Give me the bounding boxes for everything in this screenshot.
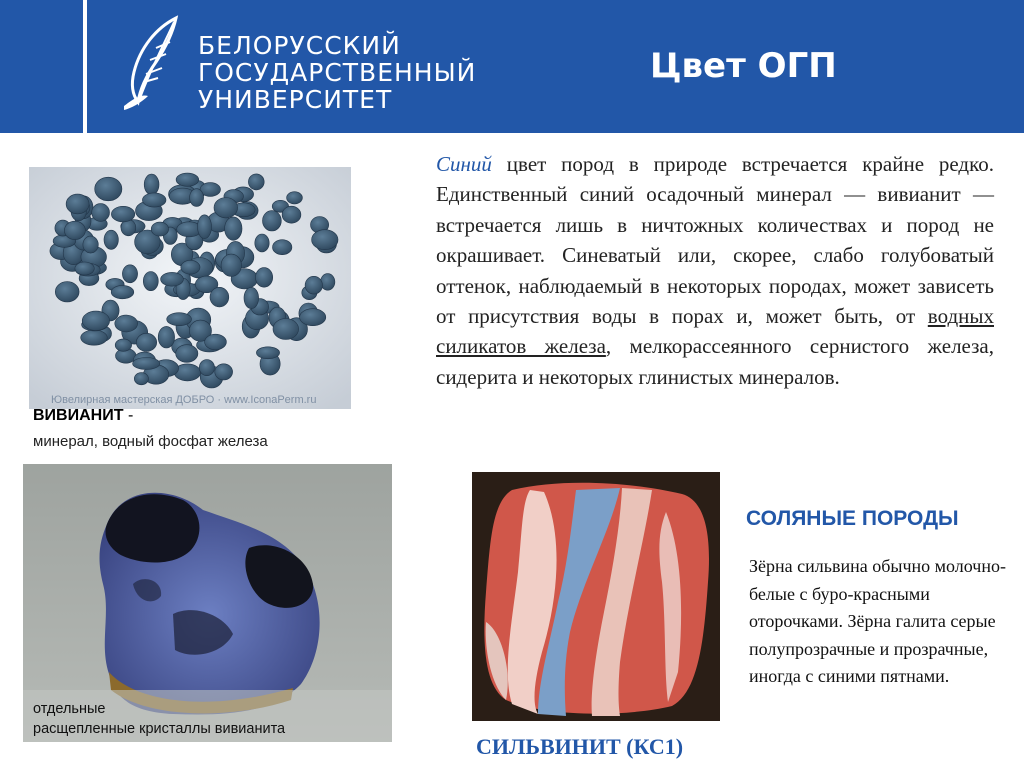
vivianite-caption-title [33,407,133,425]
pebble [287,192,303,204]
vivianite-title-dash: - [123,407,134,424]
crystals-caption-line-2: расщепленные кристаллы вивианита [33,721,286,737]
university-line-1: БЕЛОРУССКИЙ [198,31,401,60]
pebble [263,211,282,231]
vivianite-caption-text: минерал, водный фосфат железа [33,433,268,450]
crystals-caption [33,699,285,739]
feather-quill-icon [118,14,188,119]
pebble [133,358,160,370]
underlined-phrase: водных силикатов железа [436,304,994,359]
pebble [312,230,338,250]
vivianite-photo [29,167,351,409]
pebble [143,272,158,291]
pebble [205,334,227,350]
salt-rocks-text: Зёрна сильвина обычно молочно-белые с буро-красными оторочками. Зёрна галита серые полупрозрачные и прозрачные, иногда с синими пятнами. [749,556,1006,686]
pebble [215,364,233,380]
pebble [134,373,148,385]
pebble [198,215,212,239]
pebble [255,234,269,252]
pebble [176,345,198,363]
pebble [82,311,109,330]
pebble [273,319,299,340]
pebble [115,339,131,351]
main-text-part-1: цвет пород в природе встречается крайне редко. Единственный синий осадочный минерал — вивианит — встречается лишь в ничтожных количествах и пород не окрашивает. Синеватый или, скорее, слабо голубоватый оттенок, наблюдаемый в некоторых породах, может зависеть от присутствия воды в порах и, может быть, от [436,152,994,329]
slide-title: Цвет ОГП [650,46,837,86]
university-line-3: УНИВЕРСИТЕТ [198,85,393,114]
pebble [115,315,138,332]
header-band [0,0,1024,133]
university-name [198,32,476,113]
main-paragraph [436,149,994,392]
pebble [161,272,184,286]
pebble [66,194,89,214]
university-line-2: ГОСУДАРСТВЕННЫЙ [198,58,477,87]
pebble [244,287,259,308]
pebble [142,193,166,207]
pebble [305,276,322,294]
pebble [225,217,242,240]
pebble [273,240,292,255]
pebble [83,236,98,253]
pebble [158,326,174,348]
vivianite-title: ВИВИАНИТ [33,407,124,424]
pebble [248,174,264,190]
pebble [122,265,137,283]
pebble [75,262,94,275]
pebble [256,268,273,288]
pebble [167,313,192,326]
sylvinite-photo [472,472,720,721]
pebble [55,282,79,302]
pebble [104,230,118,249]
header-divider [83,0,87,133]
pebble [282,206,301,223]
pebble [95,177,122,201]
pebble [111,206,134,222]
pebble [321,274,335,291]
pebble [92,204,110,222]
pebble [176,173,199,186]
pebble [181,260,200,274]
pebble [136,333,156,351]
pebble [190,189,204,207]
pebble [199,360,214,376]
pebble [210,287,229,307]
pebble [144,174,159,195]
crystals-caption-line-1: отдельные [33,701,106,717]
salt-rocks-heading: СОЛЯНЫЕ ПОРОДЫ [746,507,959,530]
pebble [111,285,134,298]
pebble [214,198,238,218]
highlight-word: Синий [436,152,492,176]
pebble [64,221,85,239]
pebble [81,330,108,345]
watermark-text: Ювелирная мастерская ДОБРО · www.IconaPerm.ru [51,394,317,406]
pebble [151,222,168,236]
pebble [300,309,326,326]
pebble [221,254,241,276]
main-text-part-2: , мелкорассеянного сернистого железа, сидерита и некоторых глинистых минералов. [436,334,995,389]
pebble [256,347,279,359]
sylvinite-label: СИЛЬВИНИТ (КС1) [476,734,684,759]
